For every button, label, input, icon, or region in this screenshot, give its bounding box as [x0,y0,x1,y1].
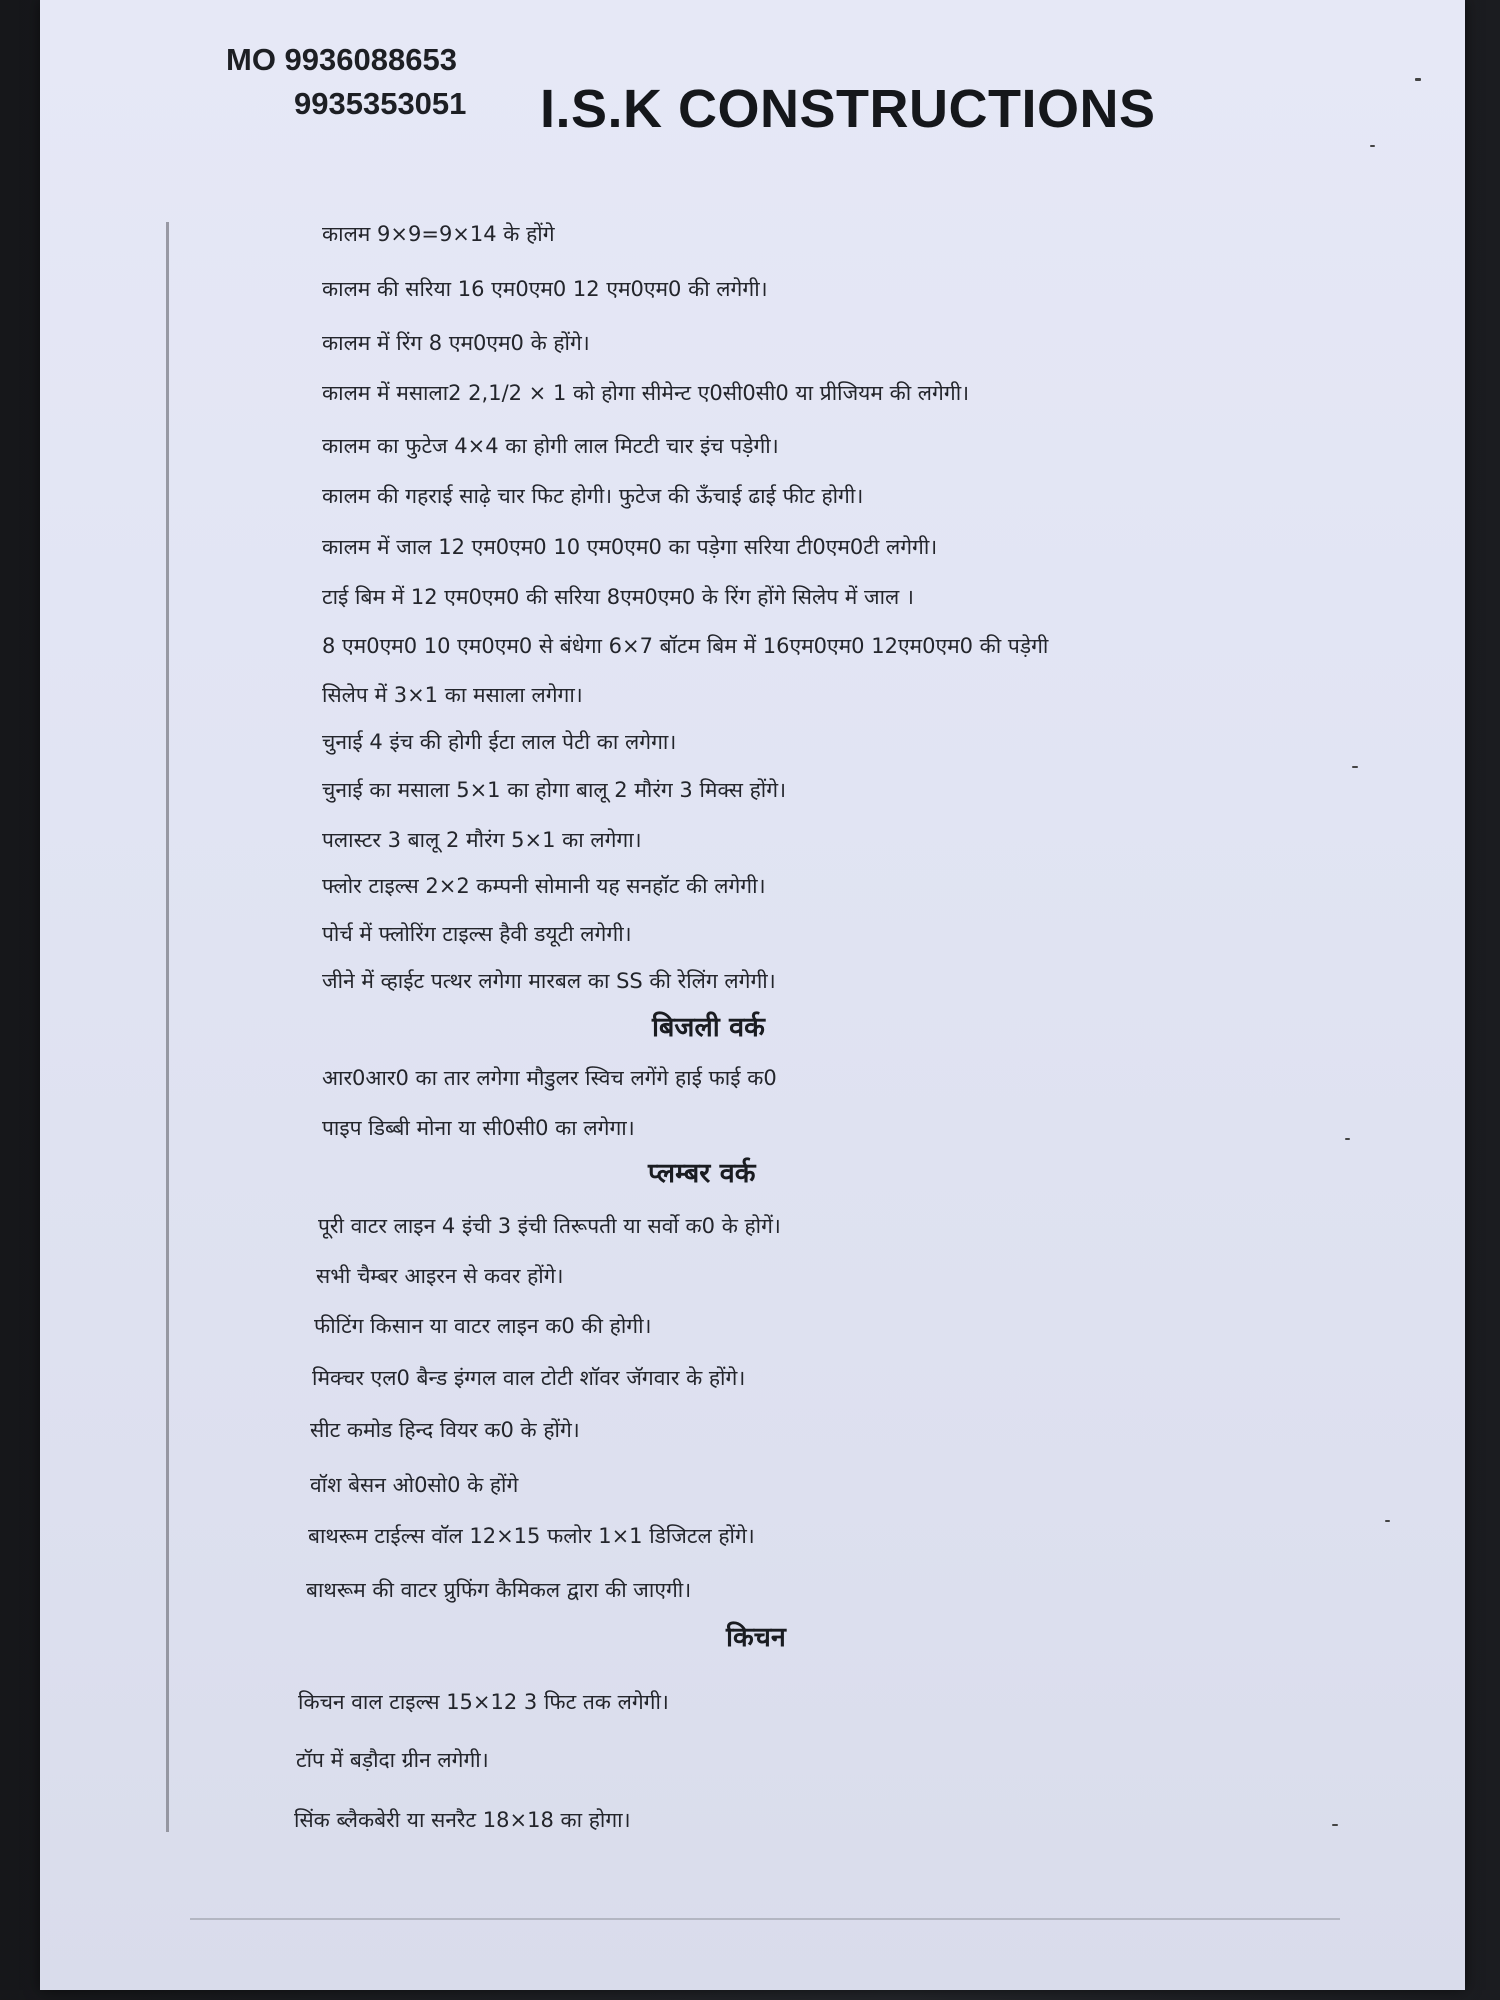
plumbing-line: फीटिंग किसान या वाटर लाइन क0 की होगी। [314,1314,652,1338]
kitchen-line: सिंक ब्लैकबेरी या सनरैट 18×18 का होगा। [294,1808,631,1832]
speck [1385,1520,1390,1522]
electrical-line: आर0आर0 का तार लगेगा मौडुलर स्विच लगेंगे हाई फाई क0 [322,1066,777,1090]
spec-line: चुनाई 4 इंच की होगी ईटा लाल पेटी का लगेगा। [322,730,677,754]
spec-line: पोर्च में फ्लोरिंग टाइल्स हैवी डयूटी लगेगी। [322,922,632,946]
kitchen-line: टॉप में बड़ौदा ग्रीन लगेगी। [296,1748,489,1772]
plumbing-line: बाथरूम की वाटर प्रुफिंग कैमिकल द्वारा की जाएगी। [306,1578,692,1602]
spec-line: कालम की गहराई साढ़े चार फिट होगी। फुटेज की ऊँचाई ढाई फीट होगी। [322,484,864,508]
section-heading-kitchen: किचन [726,1622,786,1653]
document-page [40,0,1465,1990]
electrical-line: पाइप डिब्बी मोना या सी0सी0 का लगेगा। [322,1116,635,1140]
plumbing-line: बाथरूम टाईल्स वॉल 12×15 फलोर 1×1 डिजिटल होंगे। [308,1524,755,1548]
speck [1352,766,1358,768]
plumbing-line: पूरी वाटर लाइन 4 इंची 3 इंची तिरूपती या सर्वो क0 के होगें। [318,1214,781,1238]
spec-line: कालम 9×9=9×14 के होंगे [322,222,555,246]
spec-line: कालम में मसाला2 2,1/2 × 1 को होगा सीमेन्ट ए0सी0सी0 या प्रीजियम की लगेगी। [322,381,970,405]
phone-number-primary: MO 9936088653 [226,42,457,77]
spec-line: 8 एम0एम0 10 एम0एम0 से बंधेगा 6×7 बॉटम बिम में 16एम0एम0 12एम0एम0 की पड़ेगी [322,634,1049,658]
spec-line: चुनाई का मसाला 5×1 का होगा बालू 2 मौरंग 3 मिक्स होंगे। [322,778,787,802]
speck [1345,1138,1350,1140]
spec-line: कालम में रिंग 8 एम0एम0 के होंगे। [322,331,590,355]
plumbing-line: सीट कमोड हिन्द वियर क0 के होंगे। [310,1418,580,1442]
bottom-rule [190,1918,1340,1920]
spec-line: पलास्टर 3 बालू 2 मौरंग 5×1 का लगेगा। [322,828,642,852]
plumbing-line: मिक्चर एल0 बैन्ड इंग्गल वाल टोटी शॉवर जॅगवार के होंगे। [312,1366,746,1390]
company-title: I.S.K CONSTRUCTIONS [540,79,1156,139]
spec-line: सिलेप में 3×1 का मसाला लगेगा। [322,683,583,707]
spec-line: फ्लोर टाइल्स 2×2 कम्पनी सोमानी यह सनहॉट की लगेगी। [322,874,766,898]
speck [1332,1824,1338,1826]
spec-line: जीने में व्हाईट पत्थर लगेगा मारबल का SS की रेलिंग लगेगी। [322,969,776,993]
section-heading-plumbing: प्लम्बर वर्क [648,1158,756,1189]
plumbing-line: सभी चैम्बर आइरन से कवर होंगे। [316,1264,564,1288]
margin-rule [166,222,169,1832]
phone-number-secondary: 9935353051 [294,86,467,121]
kitchen-line: किचन वाल टाइल्स 15×12 3 फिट तक लगेगी। [298,1690,669,1714]
plumbing-line: वॉश बेसन ओ0सो0 के होंगे [310,1473,519,1497]
spec-line: कालम की सरिया 16 एम0एम0 12 एम0एम0 की लगेगी। [322,277,768,301]
section-heading-electrical: बिजली वर्क [652,1012,765,1043]
spec-line: कालम में जाल 12 एम0एम0 10 एम0एम0 का पड़ेगा सरिया टी0एम0टी लगेगी। [322,535,938,559]
spec-line: कालम का फुटेज 4×4 का होगी लाल मिटटी चार इंच पड़ेगी। [322,434,779,458]
speck [1370,145,1375,147]
speck [1415,78,1421,81]
spec-line: टाई बिम में 12 एम0एम0 की सरिया 8एम0एम0 के रिंग होंगे सिलेप में जाल । [322,585,914,609]
